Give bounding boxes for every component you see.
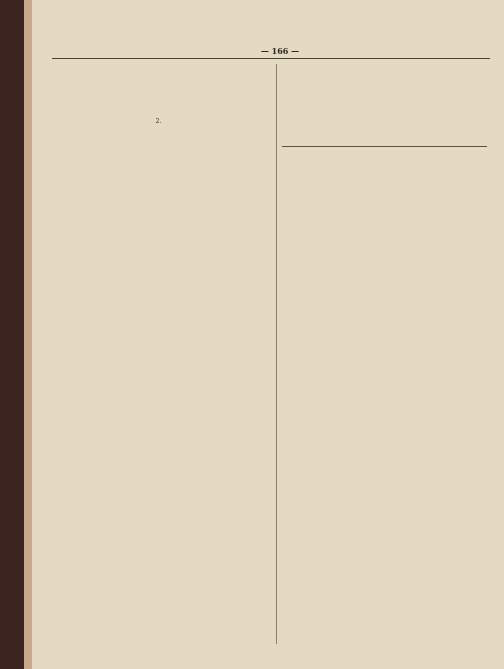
section-number: 2. xyxy=(155,118,162,125)
paragraph xyxy=(56,91,261,97)
serial-title xyxy=(282,151,487,161)
paragraph xyxy=(56,166,261,172)
newspaper-page xyxy=(32,0,504,669)
paragraph xyxy=(56,157,261,163)
paragraph xyxy=(56,64,261,70)
column-divider xyxy=(276,64,277,644)
binding-edge xyxy=(0,0,24,669)
paragraph xyxy=(282,127,487,133)
paragraph xyxy=(56,130,261,136)
paragraph xyxy=(56,109,261,115)
right-column xyxy=(282,64,487,644)
binding-strip xyxy=(24,0,32,669)
reprint-note xyxy=(282,172,487,178)
paragraph xyxy=(56,82,261,88)
paragraph xyxy=(282,118,487,124)
paragraph xyxy=(282,64,487,70)
paragraph xyxy=(282,136,487,142)
paragraph xyxy=(56,184,261,190)
paragraph xyxy=(56,175,261,181)
page-number: — 166 — xyxy=(260,46,300,56)
left-column xyxy=(56,64,261,644)
header-rule xyxy=(52,58,490,59)
paragraph xyxy=(282,189,487,195)
paragraph xyxy=(56,100,261,106)
paragraph xyxy=(56,148,261,154)
paragraph xyxy=(56,73,261,79)
paragraph xyxy=(282,109,487,115)
paragraph xyxy=(282,180,487,186)
feuilleton-rule xyxy=(282,146,487,147)
paragraph xyxy=(282,82,487,88)
paragraph xyxy=(56,139,261,145)
paragraph xyxy=(282,91,487,97)
serial-subtitle xyxy=(282,164,487,170)
paragraph xyxy=(282,73,487,79)
paragraph xyxy=(282,100,487,106)
